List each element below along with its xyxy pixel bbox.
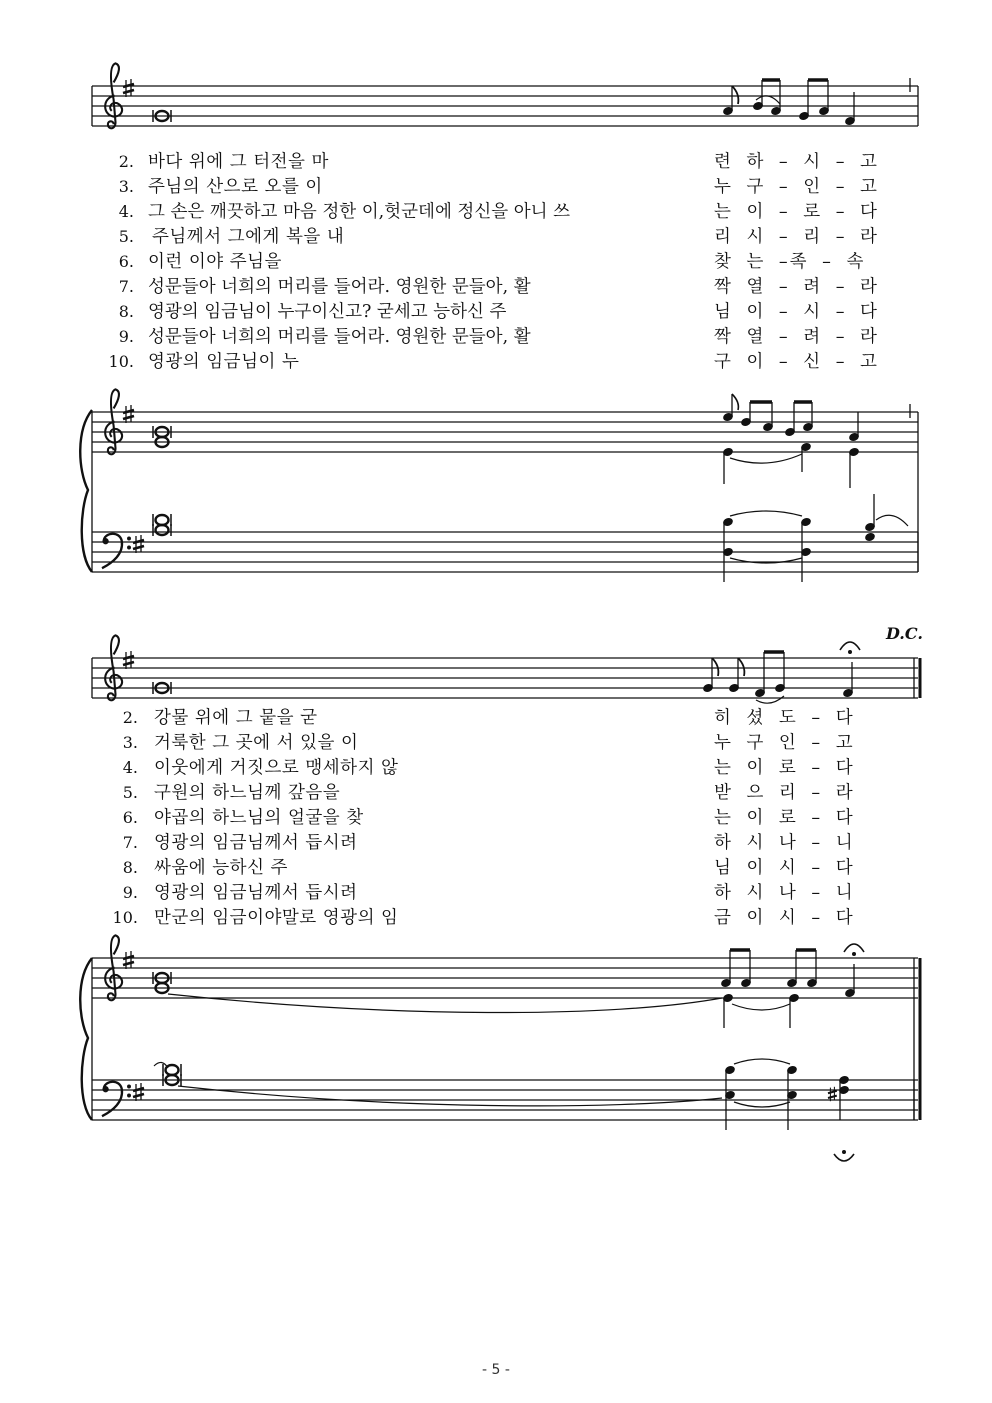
lyric-line	[0, 881, 992, 905]
verse-text: 성문들아 너희의 머리를 들어라. 영원한 문들아, 활	[148, 277, 531, 297]
lyric-line	[0, 856, 992, 880]
lyric-line	[0, 275, 992, 299]
verse-ending: 짝 열 – 려 – 라	[714, 327, 879, 347]
lyric-line	[0, 706, 992, 730]
lyric-line	[0, 806, 992, 830]
lyric-line	[0, 325, 992, 349]
verse-text: 바다 위에 그 터전을 마	[148, 152, 329, 172]
verse-text: 영광의 임금님께서 듭시려	[154, 833, 358, 853]
da-capo-marking: D.C.	[886, 624, 923, 643]
verse-number: 3.	[118, 177, 134, 196]
verse-text: 이런 이야 주님을	[148, 252, 282, 272]
verse-ending: 누 구 – 인 – 고	[714, 177, 879, 197]
lyric-line	[0, 150, 992, 174]
verse-ending: 련 하 – 시 – 고	[714, 152, 879, 172]
verse-text: 싸움에 능하신 주	[154, 858, 288, 878]
verse-number: 6.	[118, 252, 134, 271]
verse-number: 3.	[122, 733, 138, 752]
lyric-line	[0, 200, 992, 224]
lyric-line	[0, 831, 992, 855]
verse-ending: 는 이 – 로 – 다	[714, 202, 879, 222]
verse-number: 7.	[118, 277, 134, 296]
verse-text: 강물 위에 그 뭍을 굳	[154, 708, 318, 728]
verse-number: 5.	[122, 783, 138, 802]
vocal-staff-2	[92, 635, 920, 703]
verse-text: 야곱의 하느님의 얼굴을 찾	[154, 808, 364, 828]
lyric-line	[0, 756, 992, 780]
verse-ending: 님 이 시 – 다	[714, 858, 855, 878]
verse-text: 영광의 임금님이 누	[148, 352, 300, 372]
verse-number: 10.	[108, 352, 134, 371]
lyric-line	[0, 225, 992, 249]
verse-ending: 리 시 – 리 – 라	[714, 227, 879, 247]
verse-text: 주님께서 그에게 복을 내	[152, 227, 345, 247]
piano-staves	[80, 389, 918, 582]
lyric-line	[0, 250, 992, 274]
verse-number: 8.	[122, 858, 138, 877]
verse-ending: 구 이 – 신 – 고	[714, 352, 879, 372]
page-number: - 5 -	[482, 1362, 510, 1378]
verse-ending: 누 구 인 – 고	[714, 733, 855, 753]
verse-number: 8.	[118, 302, 134, 321]
verse-text: 영광의 임금님이 누구이신고? 굳세고 능하신 주	[148, 302, 507, 322]
verse-number: 5.	[118, 227, 134, 246]
verse-number: 2.	[118, 152, 134, 171]
verse-ending: 님 이 – 시 – 다	[714, 302, 879, 322]
verse-number: 10.	[112, 908, 138, 927]
verse-text: 성문들아 너희의 머리를 들어라. 영원한 문들아, 활	[148, 327, 531, 347]
verse-text: 이웃에게 거짓으로 맹세하지 않	[154, 758, 399, 778]
verse-text: 구원의 하느님께 갚음을	[154, 783, 341, 803]
verse-ending: 찾 는 –족 – 속	[714, 252, 866, 272]
lyric-line	[0, 175, 992, 199]
verse-ending: 히 셨 도 – 다	[714, 708, 855, 728]
vocal-staff	[92, 63, 918, 128]
verse-text: 그 손은 깨끗하고 마음 정한 이,헛군데에 정신을 아니 쓰	[148, 202, 570, 222]
verse-ending: 하 시 나 – 니	[714, 883, 855, 903]
lyric-line	[0, 906, 992, 930]
verse-number: 9.	[122, 883, 138, 902]
verse-ending: 는 이 로 – 다	[714, 758, 855, 778]
verse-number: 4.	[122, 758, 138, 777]
verse-number: 9.	[118, 327, 134, 346]
piano-staves-2	[80, 935, 920, 1161]
verse-ending: 짝 열 – 려 – 라	[714, 277, 879, 297]
lyric-line	[0, 731, 992, 755]
verse-ending: 받 으 리 – 라	[714, 783, 855, 803]
verse-ending: 는 이 로 – 다	[714, 808, 855, 828]
verse-number: 6.	[122, 808, 138, 827]
lyric-line	[0, 300, 992, 324]
verse-text: 주님의 산으로 오를 이	[148, 177, 323, 197]
verse-text: 만군의 임금이야말로 영광의 임	[154, 908, 399, 928]
lyric-line	[0, 781, 992, 805]
verse-number: 2.	[122, 708, 138, 727]
lyric-line	[0, 350, 992, 374]
verse-number: 7.	[122, 833, 138, 852]
verse-number: 4.	[118, 202, 134, 221]
verse-ending: 하 시 나 – 니	[714, 833, 855, 853]
verse-text: 거룩한 그 곳에 서 있을 이	[154, 733, 359, 753]
verse-ending: 금 이 시 – 다	[714, 908, 855, 928]
verse-text: 영광의 임금님께서 듭시려	[154, 883, 358, 903]
